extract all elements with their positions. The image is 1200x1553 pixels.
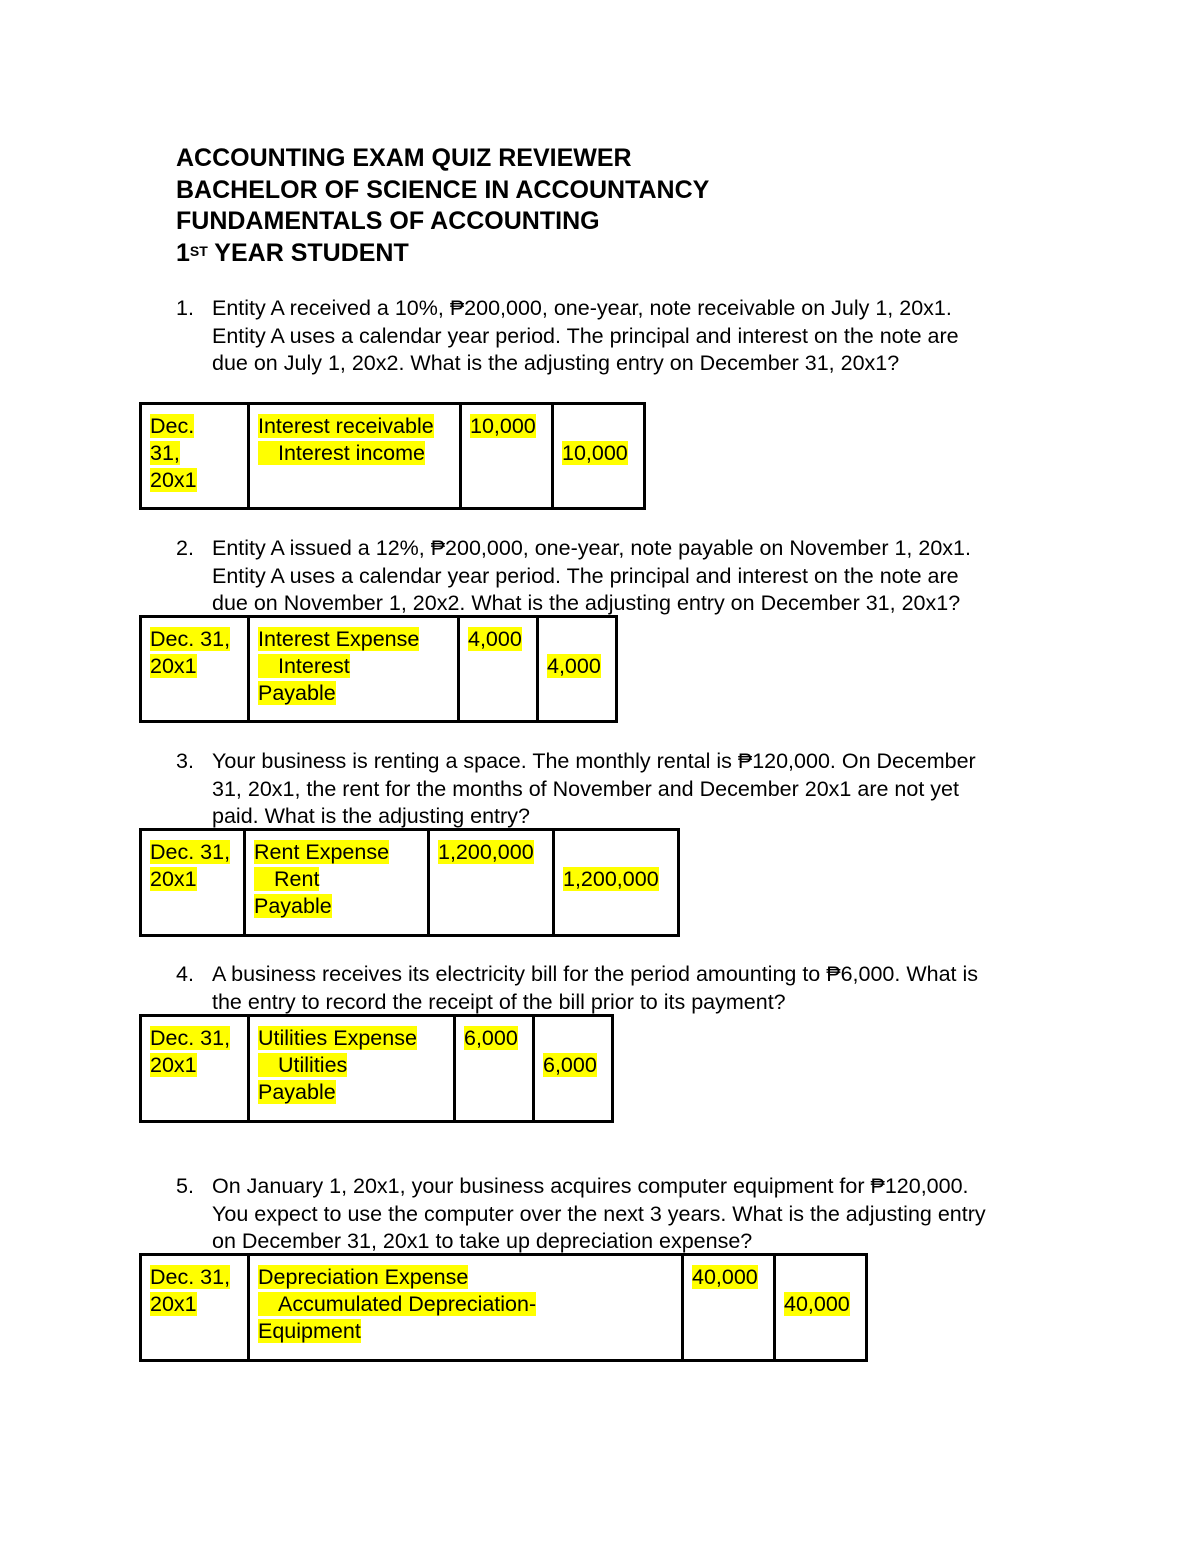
question-text-line: Entity A issued a 12%, ₱200,000, one-year, note payable on November 1, 20x1.	[212, 536, 971, 560]
credit-amount: 40,000	[784, 1292, 850, 1316]
question-text-line: Entity A uses a calendar year period. The principal and interest on the note are	[212, 563, 959, 588]
question-text-line: 31, 20x1, the rent for the months of November and December 20x1 are not yet	[212, 776, 959, 801]
entry-date-line: 20x1	[150, 654, 197, 678]
title-line-4	[176, 237, 409, 269]
question-number: 4.	[176, 962, 194, 986]
entry-date-line: 20x1	[150, 1292, 197, 1316]
question-text-line: due on November 1, 20x2. What is the adjusting entry on December 31, 20x1?	[212, 591, 961, 615]
question-text-line: Your business is renting a space. The monthly rental is ₱120,000. On December	[212, 749, 976, 773]
debit-amount-cell	[459, 617, 538, 722]
year-ordinal-suffix: ST	[189, 243, 208, 259]
entry-date-line: 20x1	[150, 1053, 197, 1077]
question-5	[176, 1173, 1058, 1256]
credit-amount: 1,200,000	[563, 867, 659, 891]
title-line-1: ACCOUNTING EXAM QUIZ REVIEWER	[176, 144, 632, 172]
entry-account-cell	[249, 617, 459, 722]
debit-amount-cell	[455, 1016, 534, 1122]
debit-amount: 1,200,000	[438, 840, 534, 864]
question-number: 1.	[176, 296, 194, 320]
question-text-line: on December 31, 20x1 to take up depreciation expense?	[212, 1229, 753, 1253]
entry-date-line: Dec.	[150, 414, 195, 438]
credit-account: Interest	[258, 654, 350, 678]
question-text-line: Entity A uses a calendar year period. The principal and interest on the note are	[212, 323, 959, 348]
debit-account: Rent Expense	[254, 840, 390, 864]
entry-date-cell	[141, 617, 249, 722]
year-number: 1	[176, 239, 190, 267]
credit-amount: 10,000	[562, 441, 628, 465]
entry-date-line: Dec. 31,	[150, 627, 231, 651]
credit-amount-cell	[534, 1016, 613, 1122]
credit-amount: 6,000	[543, 1053, 597, 1077]
debit-account: Interest receivable	[258, 414, 434, 438]
journal-entry-table-2	[139, 615, 618, 723]
question-4	[176, 961, 1058, 1016]
question-number: 3.	[176, 749, 194, 773]
debit-amount: 6,000	[464, 1026, 518, 1050]
credit-amount-cell	[553, 404, 645, 509]
credit-account: Accumulated Depreciation-	[258, 1292, 536, 1316]
credit-account-continued: Equipment	[258, 1319, 361, 1343]
entry-date-line: 20x1	[150, 867, 197, 891]
debit-amount-cell	[461, 404, 553, 509]
question-3	[176, 748, 1058, 831]
credit-amount-cell	[775, 1255, 867, 1361]
credit-account: Rent	[254, 867, 319, 891]
question-2	[176, 535, 1058, 618]
question-text-line: paid. What is the adjusting entry?	[212, 804, 530, 828]
entry-date-line: Dec. 31,	[150, 1265, 231, 1289]
credit-account-continued: Payable	[254, 894, 332, 918]
title-line-3: FUNDAMENTALS OF ACCOUNTING	[176, 207, 600, 235]
question-text-line: You expect to use the computer over the next 3 years. What is the adjusting entry	[212, 1201, 986, 1226]
credit-account: Interest income	[258, 441, 425, 465]
debit-account: Utilities Expense	[258, 1026, 417, 1050]
year-label: YEAR STUDENT	[207, 239, 409, 267]
entry-date-line: Dec. 31,	[150, 1026, 231, 1050]
debit-amount-cell	[429, 830, 554, 936]
journal-entry-table-3	[139, 828, 680, 937]
entry-account-cell	[249, 1255, 683, 1361]
journal-entry-table-5	[139, 1253, 868, 1362]
entry-date-cell	[141, 404, 249, 509]
question-number: 2.	[176, 536, 194, 560]
debit-account: Interest Expense	[258, 627, 420, 651]
entry-date-line: Dec. 31,	[150, 840, 231, 864]
question-text-line: Entity A received a 10%, ₱200,000, one-year, note receivable on July 1, 20x1.	[212, 296, 952, 320]
title-line-2: BACHELOR OF SCIENCE IN ACCOUNTANCY	[176, 176, 710, 204]
credit-account: Utilities	[258, 1053, 347, 1077]
question-text-line: On January 1, 20x1, your business acquires computer equipment for ₱120,000.	[212, 1174, 969, 1198]
credit-amount: 4,000	[547, 654, 601, 678]
entry-date-line: 20x1	[150, 468, 197, 492]
debit-account: Depreciation Expense	[258, 1265, 469, 1289]
journal-entry-table-1	[139, 402, 646, 510]
entry-date-line: 31,	[150, 441, 180, 465]
journal-entry-table-4	[139, 1014, 614, 1123]
entry-account-cell	[249, 1016, 455, 1122]
entry-account-cell	[245, 830, 429, 936]
debit-amount-cell	[683, 1255, 775, 1361]
credit-account-continued: Payable	[258, 681, 336, 705]
question-text-line: the entry to record the receipt of the bill prior to its payment?	[212, 989, 786, 1014]
question-text-line: A business receives its electricity bill for the period amounting to ₱6,000. What is	[212, 962, 979, 986]
debit-amount: 4,000	[468, 627, 522, 651]
entry-date-cell	[141, 1255, 249, 1361]
question-1	[176, 295, 1058, 378]
entry-date-cell	[141, 830, 245, 936]
credit-account-continued: Payable	[258, 1080, 336, 1104]
debit-amount: 40,000	[692, 1265, 758, 1289]
question-text-line: due on July 1, 20x2. What is the adjusting entry on December 31, 20x1?	[212, 351, 900, 375]
credit-amount-cell	[538, 617, 617, 722]
entry-account-cell	[249, 404, 461, 509]
question-number: 5.	[176, 1174, 194, 1198]
credit-amount-cell	[554, 830, 679, 936]
debit-amount: 10,000	[470, 414, 536, 438]
entry-date-cell	[141, 1016, 249, 1122]
